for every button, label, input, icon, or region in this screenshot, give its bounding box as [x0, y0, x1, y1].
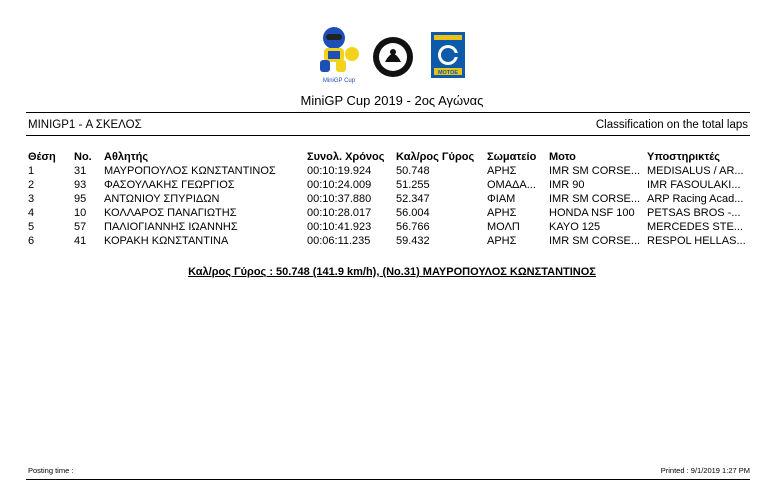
club-emblem-logo: [372, 36, 414, 78]
logo-strip: [0, 24, 784, 86]
cell-best-lap: 52.347: [396, 193, 430, 205]
col-header-rider: Αθλητής: [104, 151, 149, 163]
col-header-number: Νο.: [74, 151, 92, 163]
cell-moto: HONDA NSF 100: [549, 207, 635, 219]
table-row: [0, 193, 784, 207]
cell-sponsor: PETSAS BROS -...: [647, 207, 741, 219]
cell-best-lap: 50.748: [396, 165, 430, 177]
cell-number: 31: [74, 165, 87, 177]
cell-sponsor: IMR FASOULAKI...: [647, 179, 741, 191]
cell-moto: IMR SM CORSE...: [549, 165, 641, 177]
col-header-total-time: Συνολ. Χρόνος: [307, 151, 385, 163]
cell-club: ΜΟΛΠ: [487, 221, 520, 233]
cell-club: ΑΡΗΣ: [487, 207, 517, 219]
cell-total-time: 00:10:24.009: [307, 179, 372, 191]
cell-total-time: 00:10:37.880: [307, 193, 372, 205]
printed-timestamp: Printed : 9/1/2019 1:27 PM: [660, 466, 750, 475]
table-row: [0, 235, 784, 249]
cell-total-time: 00:10:28.017: [307, 207, 372, 219]
federation-logo: [431, 32, 465, 78]
race-title: MiniGP Cup 2019 - 2ος Αγώνας: [300, 93, 484, 108]
cell-rider: ΑΝΤΩΝΙΟΥ ΣΠΥΡΙΔΩΝ: [104, 193, 220, 205]
cell-best-lap: 51.255: [396, 179, 430, 191]
cell-club: ΑΡΗΣ: [487, 165, 517, 177]
cell-club: ΟΜΑΔΑ...: [487, 179, 536, 191]
cell-sponsor: RESPOL HELLAS...: [647, 235, 746, 247]
cell-sponsor: MEDISALUS / AR...: [647, 165, 744, 177]
col-header-club: Σωματείο: [487, 151, 537, 163]
table-row: [0, 165, 784, 179]
table-row: [0, 179, 784, 193]
cell-total-time: 00:10:41.923: [307, 221, 372, 233]
col-header-sponsors: Υποστηρικτές: [647, 151, 720, 163]
minigp-mascot-logo: [314, 24, 364, 86]
table-row: [0, 221, 784, 235]
cell-number: 57: [74, 221, 87, 233]
col-header-best-lap: Καλ/ρος Γύρος: [396, 151, 475, 163]
posting-time: Posting time :: [28, 466, 74, 475]
category-label: MINIGP1 - Α ΣΚΕΛΟΣ: [28, 119, 142, 131]
divider-top: [26, 112, 750, 113]
cell-club: ΑΡΗΣ: [487, 235, 517, 247]
best-lap-summary: Καλ/ρος Γύρος : 50.748 (141.9 km/h), (No.31) ΜΑΥΡΟΠΟΥΛΟΣ ΚΩΝΣΤΑΝΤΙΝΟΣ: [188, 266, 596, 278]
cell-rider: ΚΟΛΛΑΡΟΣ ΠΑΝΑΓΙΩΤΗΣ: [104, 207, 237, 219]
cell-position: 2: [28, 179, 35, 191]
table-row: [0, 207, 784, 221]
classification-label: Classification on the total laps: [595, 119, 748, 131]
divider-mid: [26, 135, 750, 136]
cell-moto: IMR 90: [549, 179, 585, 191]
cell-rider: ΚΟΡΑΚΗ ΚΩΝΣΤΑΝΤΙΝΑ: [104, 235, 229, 247]
cell-total-time: 00:06:11.235: [307, 235, 371, 247]
cell-rider: ΦΑΣΟΥΛΑΚΗΣ ΓΕΩΡΓΙΟΣ: [104, 179, 235, 191]
svg-text:MOTOE: MOTOE: [437, 70, 459, 76]
cell-total-time: 00:10:19.924: [307, 165, 372, 177]
cell-sponsor: MERCEDES STE...: [647, 221, 743, 233]
cell-number: 95: [74, 193, 87, 205]
col-header-position: Θέση: [28, 151, 56, 163]
cell-moto: IMR SM CORSE...: [549, 193, 641, 205]
cell-best-lap: 59.432: [396, 235, 430, 247]
cell-rider: ΠΑΛΙΟΓΙΑΝΝΗΣ ΙΩΑΝΝΗΣ: [104, 221, 238, 233]
cell-number: 10: [74, 207, 87, 219]
cell-moto: IMR SM CORSE...: [549, 235, 641, 247]
cell-moto: KAYO 125: [549, 221, 601, 233]
cell-best-lap: 56.004: [396, 207, 430, 219]
col-header-moto: Μοτο: [549, 151, 576, 163]
table-header: [0, 151, 784, 165]
divider-bottom: [26, 479, 750, 480]
cell-position: 5: [28, 221, 35, 233]
cell-number: 41: [74, 235, 87, 247]
cell-best-lap: 56.766: [396, 221, 430, 233]
cell-number: 93: [74, 179, 87, 191]
cell-sponsor: ARP Racing Acad...: [647, 193, 744, 205]
cell-club: ΦΙΑΜ: [487, 193, 516, 205]
cell-position: 3: [28, 193, 35, 205]
svg-text:MiniGP Cup: MiniGP Cup: [322, 78, 356, 84]
cell-position: 4: [28, 207, 35, 219]
cell-rider: ΜΑΥΡΟΠΟΥΛΟΣ ΚΩΝΣΤΑΝΤΙΝΟΣ: [104, 165, 276, 177]
cell-position: 1: [28, 165, 35, 177]
cell-position: 6: [28, 235, 35, 247]
